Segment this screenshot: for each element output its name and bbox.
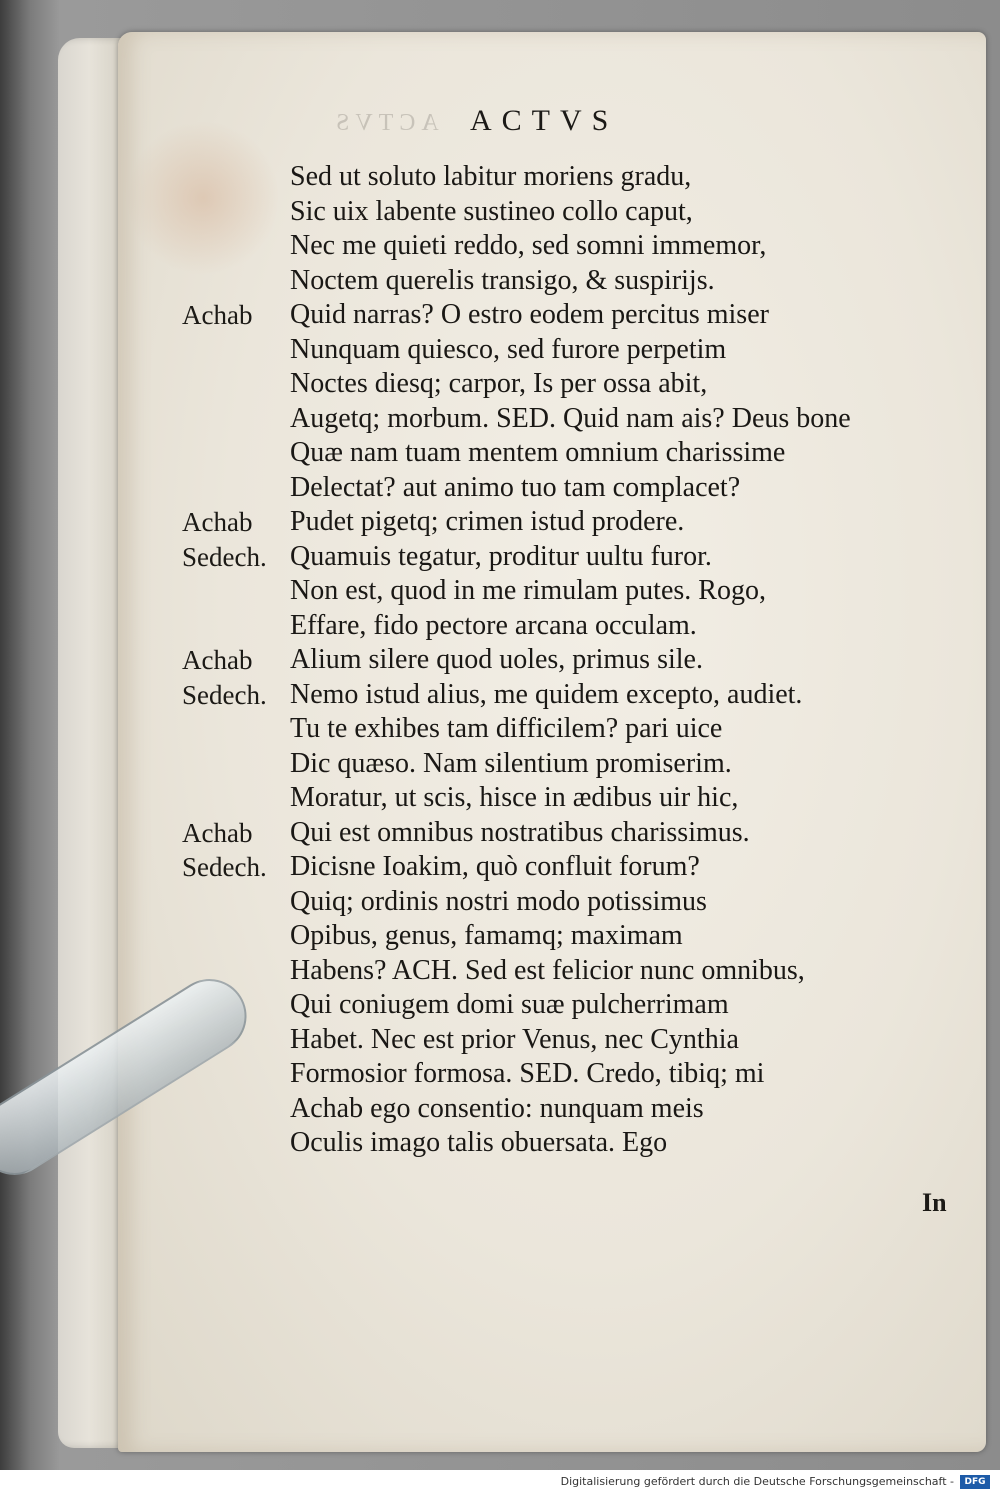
verse-text-block — [290, 160, 851, 1161]
verse-line: Opibus, genus, famamq; maximam — [290, 920, 683, 951]
running-head: ACTVS — [470, 104, 619, 137]
verse-line: Effare, fido pectore arcana occulam. — [290, 609, 697, 641]
verse-line: Sic uix labente sustineo collo caput, — [290, 195, 693, 227]
footer-credit: Digitalisierung gefördert durch die Deutsche Forschungsgemeinschaft - — [560, 1475, 954, 1488]
verse-line: Augetq; morbum. SED. Quid nam ais? Deus bone — [290, 402, 851, 434]
verse-line: Noctes diesq; carpor, Is per ossa abit, — [290, 368, 708, 399]
verse-line: Moratur, ut scis, hisce in ædibus uir hic, — [290, 782, 739, 813]
verse-line: Qui coniugem domi suæ pulcherrimam — [290, 989, 729, 1020]
verse-line: Nemo istud alius, me quidem excepto, audiet. — [290, 678, 803, 710]
footer-bar — [0, 1470, 1000, 1495]
verse-line: Non est, quod in me rimulam putes. Rogo, — [290, 575, 766, 606]
verse-line: Delectat? aut animo tuo tam complacet? — [290, 471, 741, 503]
speaker-label: Achab — [182, 507, 253, 537]
verse-line: Quamuis tegatur, proditur uultu furor. — [290, 540, 712, 572]
paper-stain — [128, 118, 278, 278]
verse-line: Quid narras? O estro eodem percitus miser — [290, 299, 769, 330]
verse-line: Habens? ACH. Sed est felicior nunc omnibus, — [290, 954, 805, 986]
verse-line: Quiq; ordinis nostri modo potissimus — [290, 885, 707, 917]
verse-line: Achab ego consentio: nunquam meis — [290, 1092, 704, 1124]
verse-line: Formosior formosa. SED. Credo, tibiq; mi — [290, 1058, 765, 1089]
verse-line: Noctem querelis transigo, & suspirijs. — [290, 264, 715, 296]
speaker-label: Achab — [182, 817, 253, 848]
verse-line: Qui est omnibus nostratibus charissimus. — [290, 816, 750, 848]
verse-line: Nunquam quiesco, sed furore perpetim — [290, 333, 727, 365]
speaker-label: Achab — [182, 300, 253, 330]
verse-line: Dicisne Ioakim, quò confluit forum? — [290, 851, 700, 882]
speaker-label: Achab — [182, 645, 253, 675]
verse-line: Quæ nam tuam mentem omnium charissime — [290, 437, 786, 468]
speaker-label: Sedech. — [182, 541, 267, 572]
speaker-label: Sedech. — [182, 679, 267, 710]
verse-line: Alium silere quod uoles, primus sile. — [290, 644, 703, 675]
verse-line: Oculis imago talis obuersata. Ego — [290, 1127, 668, 1158]
verse-line: Sed ut soluto labitur moriens gradu, — [290, 161, 692, 192]
verse-line: Nec me quieti reddo, sed somni immemor, — [290, 230, 767, 261]
show-through-text: ACTVS — [330, 110, 439, 136]
catchword: In — [922, 1188, 947, 1217]
verse-line: Habet. Nec est prior Venus, nec Cynthia — [290, 1023, 739, 1055]
verse-line: Dic quæso. Nam silentium promiserim. — [290, 747, 732, 779]
dfg-logo: DFG — [960, 1475, 990, 1489]
verse-line: Tu te exhibes tam difficilem? pari uice — [290, 713, 723, 744]
speaker-label: Sedech. — [182, 852, 267, 882]
verse-line: Pudet pigetq; crimen istud prodere. — [290, 506, 685, 537]
